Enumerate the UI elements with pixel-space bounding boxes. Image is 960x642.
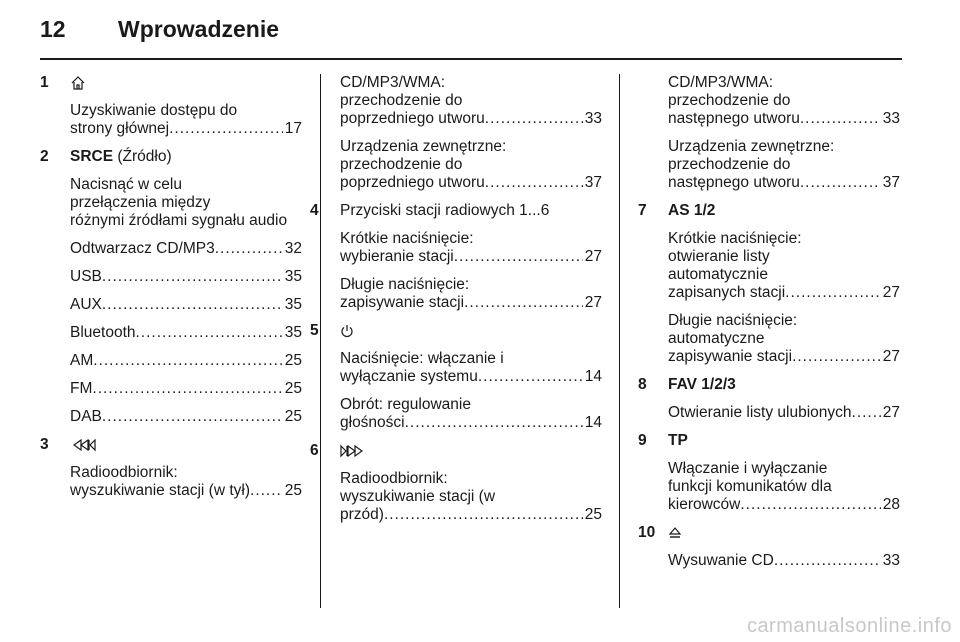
- item-text: wybieranie stacji: [340, 248, 454, 265]
- page-number: 12: [40, 16, 66, 42]
- page-ref: 27: [584, 248, 602, 265]
- page-header: [40, 16, 920, 48]
- item-text: AM: [70, 352, 94, 369]
- item-text: poprzedniego utworu: [340, 110, 485, 127]
- entry-label: Przyciski stacji radiowych 1...6: [340, 202, 550, 219]
- page-title: Wprowadzenie: [118, 16, 280, 42]
- entry-number: 5: [310, 322, 319, 339]
- index-item: [340, 230, 602, 266]
- page-ref: 27: [882, 348, 900, 365]
- leader-dots: [485, 174, 583, 192]
- page-ref: 33: [882, 110, 900, 127]
- leader-dots: [215, 240, 283, 258]
- leader-dots: [792, 348, 881, 366]
- index-item: [340, 396, 602, 432]
- index-item: [70, 102, 302, 138]
- item-text: Otwieranie listy ulubionych: [668, 404, 852, 421]
- leader-dots: [485, 110, 583, 128]
- item-line: automatyczne: [668, 330, 765, 347]
- leader-dots: [93, 352, 283, 370]
- item-text: Odtwarzacz CD/MP3: [70, 240, 215, 257]
- item-text: wyłączanie systemu: [340, 368, 478, 385]
- column-3: [638, 74, 900, 570]
- column-divider: [619, 74, 620, 608]
- entry-5: [310, 322, 602, 432]
- item-text: Bluetooth: [70, 324, 136, 341]
- page-ref: 35: [284, 324, 302, 341]
- page-ref: 25: [284, 482, 302, 499]
- entry-number: 9: [638, 432, 647, 449]
- entry-number: 6: [310, 442, 319, 459]
- item-line: Włączanie i wyłączanie: [668, 460, 828, 477]
- index-item: [668, 138, 900, 192]
- entry-label: AS 1/2: [668, 202, 716, 219]
- leader-dots: [102, 408, 283, 426]
- item-text: zapisywanie stacji: [668, 348, 793, 365]
- entry-label: TP: [668, 432, 688, 449]
- leader-dots: [852, 404, 881, 422]
- item-line: automatycznie: [668, 266, 768, 283]
- entry-4: [310, 202, 602, 312]
- item-line: Krótkie naciśnięcie:: [340, 230, 474, 247]
- index-item: [340, 470, 602, 524]
- index-item: [70, 380, 302, 398]
- item-line: Krótkie naciśnięcie:: [668, 230, 802, 247]
- entry-3: [40, 436, 302, 500]
- entry-number: 10: [638, 524, 656, 541]
- item-line: Radioodbiornik:: [70, 464, 178, 481]
- page-ref: 17: [284, 120, 302, 137]
- index-item: [668, 552, 900, 570]
- page-ref: 33: [882, 552, 900, 569]
- leader-dots: [250, 482, 283, 500]
- index-item: [70, 408, 302, 426]
- item-text: poprzedniego utworu: [340, 174, 485, 191]
- leader-dots: [102, 268, 283, 286]
- watermark: carmanualsonline.info: [746, 615, 952, 637]
- page-ref: 32: [284, 240, 302, 257]
- entry-2: [40, 148, 302, 426]
- leader-dots: [92, 380, 282, 398]
- item-line: Długie naciśnięcie:: [340, 276, 470, 293]
- entry-intro: [70, 176, 302, 230]
- entry-7: [638, 202, 900, 366]
- item-line: wyszukiwanie stacji (w: [340, 488, 496, 505]
- item-line: przechodzenie do: [668, 92, 791, 109]
- item-text: DAB: [70, 408, 102, 425]
- entry-6: [310, 442, 602, 524]
- leader-dots: [384, 506, 583, 524]
- item-line: przechodzenie do: [340, 92, 463, 109]
- item-text: zapisanych stacji: [668, 284, 786, 301]
- index-item: [668, 230, 900, 302]
- page-ref: 25: [284, 352, 302, 369]
- entry-number: 2: [40, 148, 49, 165]
- item-text: przód): [340, 506, 384, 523]
- item-line: Urządzenia zewnętrzne:: [340, 138, 507, 155]
- leader-dots: [405, 414, 583, 432]
- item-line: różnymi źródłami sygnału audio: [70, 212, 288, 229]
- page-ref: 35: [284, 296, 302, 313]
- entry-10: [638, 524, 900, 570]
- item-line: przechodzenie do: [340, 156, 463, 173]
- entry-label: FAV 1/2/3: [668, 376, 736, 393]
- index-item: [70, 240, 302, 258]
- item-line: Długie naciśnięcie:: [668, 312, 798, 329]
- item-text: USB: [70, 268, 102, 285]
- page-ref: 35: [284, 268, 302, 285]
- leader-dots: [800, 110, 881, 128]
- item-text: Wysuwanie CD: [668, 552, 774, 569]
- item-text: strony głównej: [70, 120, 170, 137]
- item-line: CD/MP3/WMA:: [668, 74, 774, 91]
- column-1: [40, 74, 302, 500]
- page-ref: 14: [584, 414, 602, 431]
- item-text: wyszukiwanie stacji (w tył): [70, 482, 251, 499]
- item-entry: [70, 120, 302, 138]
- page-ref: 14: [584, 368, 602, 385]
- entry-label: [70, 148, 172, 165]
- item-line: Obrót: regulowanie: [340, 396, 471, 413]
- header-rule: [40, 58, 902, 60]
- item-text: kierowców: [668, 496, 741, 513]
- leader-dots: [800, 174, 881, 192]
- item-line: przechodzenie do: [668, 156, 791, 173]
- index-item: [340, 350, 602, 386]
- item-line: Naciśnięcie: włączanie i: [340, 350, 504, 367]
- index-item: [340, 74, 602, 128]
- entry-number: 1: [40, 74, 49, 91]
- index-item: [70, 352, 302, 370]
- button-name-suffix: (Źródło): [113, 148, 172, 165]
- entry-number: 7: [638, 202, 647, 219]
- item-line: funkcji komunikatów dla: [668, 478, 832, 495]
- item-text: następnego utworu: [668, 174, 800, 191]
- page-ref: 25: [284, 408, 302, 425]
- item-line: Urządzenia zewnętrzne:: [668, 138, 835, 155]
- index-item: [70, 268, 302, 286]
- leader-dots: [774, 552, 881, 570]
- page-ref: 25: [284, 380, 302, 397]
- leader-dots: [464, 294, 583, 312]
- index-item: [340, 138, 602, 192]
- item-text: FM: [70, 380, 93, 397]
- item-text: AUX: [70, 296, 102, 313]
- index-item: [70, 296, 302, 314]
- eject-icon: [668, 526, 682, 540]
- page-ref: 27: [882, 284, 900, 301]
- leader-dots: [785, 284, 881, 302]
- page-ref: 33: [584, 110, 602, 127]
- button-name: SRCE: [70, 148, 114, 165]
- leader-dots: [136, 324, 283, 342]
- item-text: zapisywanie stacji: [340, 294, 465, 311]
- index-item: [668, 74, 900, 128]
- entry-number: 3: [40, 436, 49, 453]
- index-item: [668, 312, 900, 366]
- index-item: [70, 324, 302, 342]
- page-ref: 37: [882, 174, 900, 191]
- item-text: głośności: [340, 414, 405, 431]
- page-ref: 25: [584, 506, 602, 523]
- home-icon: [70, 75, 86, 91]
- item-line: CD/MP3/WMA:: [340, 74, 446, 91]
- item-line: przełączenia między: [70, 194, 211, 211]
- leader-dots: [169, 120, 283, 138]
- entry-1: [40, 74, 302, 138]
- index-item: [70, 464, 302, 500]
- item-line: otwieranie listy: [668, 248, 770, 265]
- item-line: Nacisnąć w celu: [70, 176, 182, 193]
- page-ref: 37: [584, 174, 602, 191]
- page-ref: 28: [882, 496, 900, 513]
- item-line: Uzyskiwanie dostępu do: [70, 102, 238, 119]
- entry-8: [638, 376, 900, 422]
- index-item: [340, 276, 602, 312]
- index-item: [668, 460, 900, 514]
- seek-back-icon: [70, 438, 96, 452]
- index-item: [668, 404, 900, 422]
- power-icon: [340, 324, 354, 338]
- page-ref: 27: [584, 294, 602, 311]
- item-line: Radioodbiornik:: [340, 470, 448, 487]
- seek-forward-icon: [340, 444, 366, 458]
- leader-dots: [454, 248, 583, 266]
- entry-number: 8: [638, 376, 647, 393]
- leader-dots: [740, 496, 880, 514]
- column-2: [310, 74, 602, 524]
- item-text: następnego utworu: [668, 110, 800, 127]
- entry-number: 4: [310, 202, 319, 219]
- entry-9: [638, 432, 900, 514]
- leader-dots: [102, 296, 283, 314]
- leader-dots: [478, 368, 583, 386]
- page-ref: 27: [882, 404, 900, 421]
